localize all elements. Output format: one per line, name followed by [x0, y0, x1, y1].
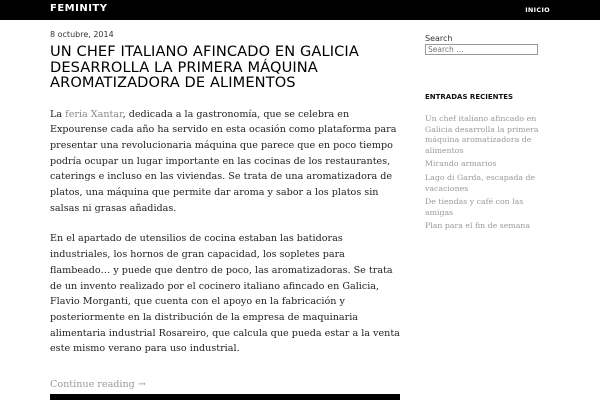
- sidebar: [425, 34, 540, 235]
- feria-xantar-link[interactable]: feria Xantar: [65, 108, 123, 120]
- search-input[interactable]: [425, 44, 538, 55]
- post-article: [50, 30, 400, 391]
- recent-post-link[interactable]: Un chef italiano afincado en Galicia desarrolla la primera máquina aromatizadora de alimentos: [425, 114, 539, 155]
- recent-post-link[interactable]: Mirando armarios: [425, 159, 497, 169]
- recent-post-link[interactable]: Lago di Garda, escapada de vacaciones: [425, 172, 536, 193]
- nav-item-inicio[interactable]: INICIO: [525, 6, 550, 14]
- paragraph-text: La: [50, 108, 66, 120]
- site-title-link[interactable]: FEMINITY: [50, 3, 108, 14]
- continue-reading-link[interactable]: Continue reading →: [50, 379, 146, 391]
- next-post-bar: [50, 394, 400, 400]
- recent-post-link[interactable]: De tiendas y café con las amigas: [425, 197, 524, 217]
- top-navbar: [0, 0, 600, 20]
- post-paragraph-1: [50, 107, 400, 217]
- recent-posts-title: ENTRADAS RECIENTES: [425, 93, 514, 101]
- post-title[interactable]: UN CHEF ITALIANO AFINCADO EN GALICIA DESARROLLA LA PRIMERA MÁQUINA AROMATIZADORA DE ALIMENTOS: [50, 43, 359, 91]
- recent-posts-list: [425, 114, 540, 232]
- paragraph-text: , dedicada a la gastronomía, que se celebra en Expourense cada año ha servido en esta ocasión como plataforma para presentar una revolucionaria máquina que parece que en poco tiempo podría ocupar un lugar importante en las cocinas de los restaurantes, caterings e incluso en las viviendas. Se trata de una aromatizadora de platos, una máquina que permite dar aroma y sabor a los platos sin salsas ni grasas añadidas.: [50, 108, 397, 214]
- post-content: [50, 107, 400, 358]
- recent-post-link[interactable]: Plan para el fin de semana: [425, 221, 531, 231]
- search-label: Search: [425, 34, 453, 43]
- post-paragraph-2: En el apartado de utensilios de cocina estaban las batidoras industriales, los hornos de gran capacidad, los sopletes para flambeado… y puede que dentro de poco, las aromatizadoras. Se trata de un invento realizado por el cocinero italiano afincado en Galicia, Flavio Morganti, que cuenta con el apoyo en la fabricación y posteriormente en la distribución de la empresa de maquinaria alimentaria industrial Rosareiro, que calcula que pueda estar a la venta este mismo verano para uso industrial.: [50, 233, 400, 355]
- post-date[interactable]: 8 octubre, 2014: [50, 30, 114, 39]
